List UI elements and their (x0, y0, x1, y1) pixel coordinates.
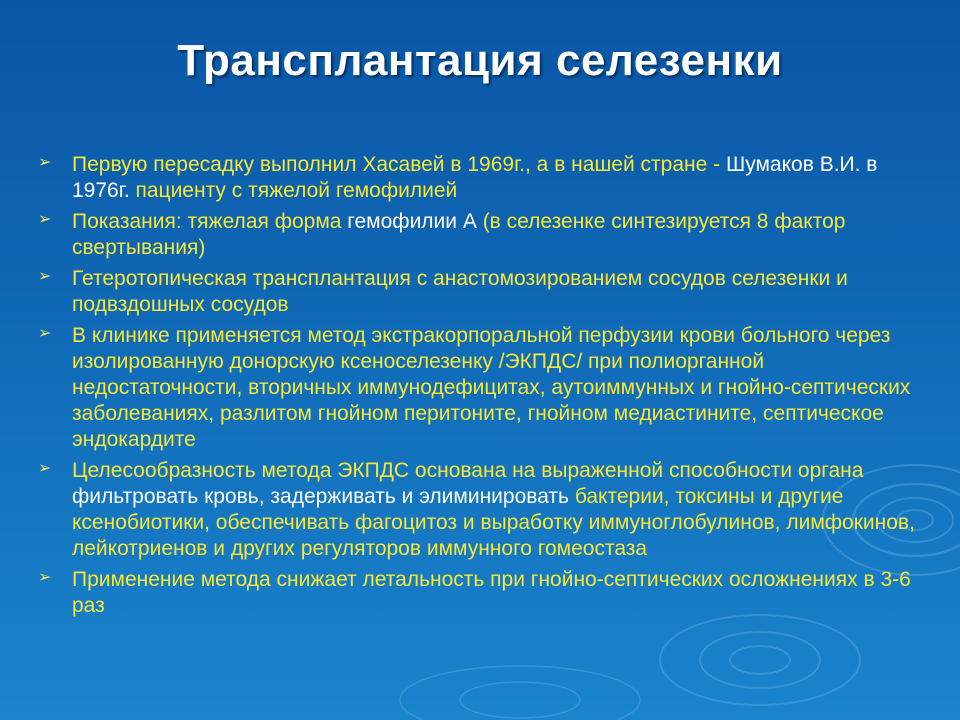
bullet-text: гемофилии А (347, 210, 477, 233)
bullet-item (38, 152, 918, 204)
bullet-arrow-icon: ➢ (38, 460, 52, 477)
bullet-text: Гетеротопическая трансплантация с анастомозированием сосудов селезенки и подвздошных сосудов (72, 267, 848, 316)
bullet-list (38, 152, 918, 624)
bullet-item (38, 266, 918, 318)
bullet-text: Показания: тяжелая форма (72, 210, 348, 233)
bullet-arrow-icon: ➢ (38, 211, 52, 228)
bullet-text: Первую пересадку выполнил Хасавей в 1969г., а в нашей стране - (72, 153, 726, 176)
bullet-arrow-icon: ➢ (38, 154, 52, 171)
bullet-text: фильтровать кровь, задерживать и элиминировать (72, 485, 575, 508)
bullet-arrow-icon: ➢ (38, 325, 52, 342)
bullet-text: В клинике применяется метод экстракорпоральной перфузии крови больного через изолированную донорскую ксеноселезенку /ЭКПДС/ при полиорганной недостаточности, вторичных иммунодефицитах, аутоиммунных и гнойно-септических заболеваниях, разлитом гнойном перитоните, гнойном медиастините, септическое эндокардите (72, 324, 911, 451)
bullet-text: (в селезенке синтезируется 8 фактор свертывания) (72, 210, 846, 259)
bullet-text: Целесообразность метода ЭКПДС основана на выраженной способности органа (72, 459, 864, 482)
bullet-item (38, 209, 918, 261)
bullet-item (38, 567, 918, 619)
bullet-text: пациенту с тяжелой гемофилией (135, 179, 458, 202)
bullet-text: Применение метода снижает летальность при гнойно-септических осложнениях в 3-6 раз (72, 568, 911, 617)
bullet-item (38, 458, 918, 562)
bullet-arrow-icon: ➢ (38, 569, 52, 586)
bullet-text: бактерии, токсины и другие ксенобиотики, обеспечивать фагоцитоз и выработку иммуноглобулинов, лимфокинов, лейкотриенов и других регуляторов иммунного гомеостаза (72, 485, 915, 560)
slide-title: Трансплантация селезенки (177, 36, 783, 85)
bullet-item (38, 323, 918, 453)
bullet-arrow-icon: ➢ (38, 268, 52, 285)
bullet-text: Шумаков В.И. в 1976г. (72, 153, 878, 202)
